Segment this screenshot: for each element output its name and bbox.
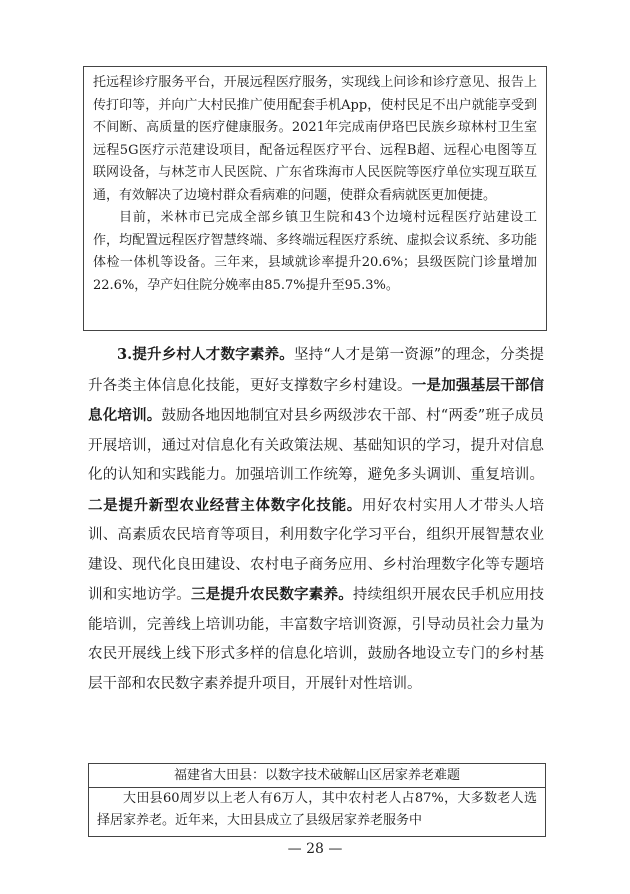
case-box-continued [83,66,547,331]
point-1-text: 鼓励各地因地制宜对县乡两级涉农干部、村“两委”班子成员开展培训，通过对信息化有关政策法规、基础知识的学习，提升对信息化的认知和实践能力。加强培训工作统筹，避免多头调训、重复培训。 [88,408,544,483]
body-paragraph [88,340,544,699]
case-paragraph-1: 托远程诊疗服务平台，开展远程医疗服务，实现线上问诊和诊疗意见、报告上传打印等，并向广大村民推广使用配套手机App，使村民足不出户就能享受到不间断、高质量的医疗健康服务。2021年完成南伊珞巴民族乡琼林村卫生室远程5G医疗示范建设项目，配备远程医疗平台、远程B超、远程心电图等互联网设备，与林芝市人民医院、广东省珠海市人民医院等医疗单位实现互联互通，有效解决了边境村群众看病难的问题，使群众看病就医更加便捷。 [93,75,537,203]
case-box-text: 大田县60周岁以上老人有6万人，其中农村老人占87%，大多数老人选择居家养老。近年来，大田县成立了县级居家养老服务中 [97,791,537,828]
point-1-heading: 一是加强基层干部信息化培训。 [88,376,544,424]
section-heading: 3.提升乡村人才数字素养。 [117,346,294,363]
point-3-heading: 三是提升农民数字素养。 [191,586,353,603]
case-box-datian [88,763,546,837]
section-intro: 坚持“人才是第一资源”的理念，分类提升各类主体信息化技能，更好支撑数字乡村建设。 [88,347,545,394]
main-body-text [88,340,544,699]
page-number: — 28 — [287,841,343,857]
point-2-heading: 二是提升新型农业经营主体数字化技能。 [88,496,363,514]
case-box-title: 福建省大田县：以数字技术破解山区居家养老难题 [89,764,545,788]
case-paragraph-2: 目前，米林市已完成全部乡镇卫生院和43个边境村远程医疗站建设工作，均配置远程医疗智慧终端、多终端远程医疗系统、虚拟会议系统、多功能体检一体机等设备。三年来，县域就诊率提升20.6%；县级医院门诊量增加22.6%，孕产妇住院分娩率由85.7%提升至95.3%。 [93,210,537,293]
point-3-text: 持续组织开展农民手机应用技能培训，完善线上培训功能，丰富数字培训资源，引导动员社会力量为农民开展线上线下形式多样的信息化培训，鼓励各地设立专门的乡村基层干部和农民数字素养提升项目，开展针对性培训。 [88,587,545,692]
point-2-text: 用好农村实用人才带头人培训、高素质农民培育等项目，利用数字化学习平台，组织开展智慧农业建设、现代化良田建设、农村电子商务应用、乡村治理数字化等专题培训和实地访学。 [88,497,545,603]
